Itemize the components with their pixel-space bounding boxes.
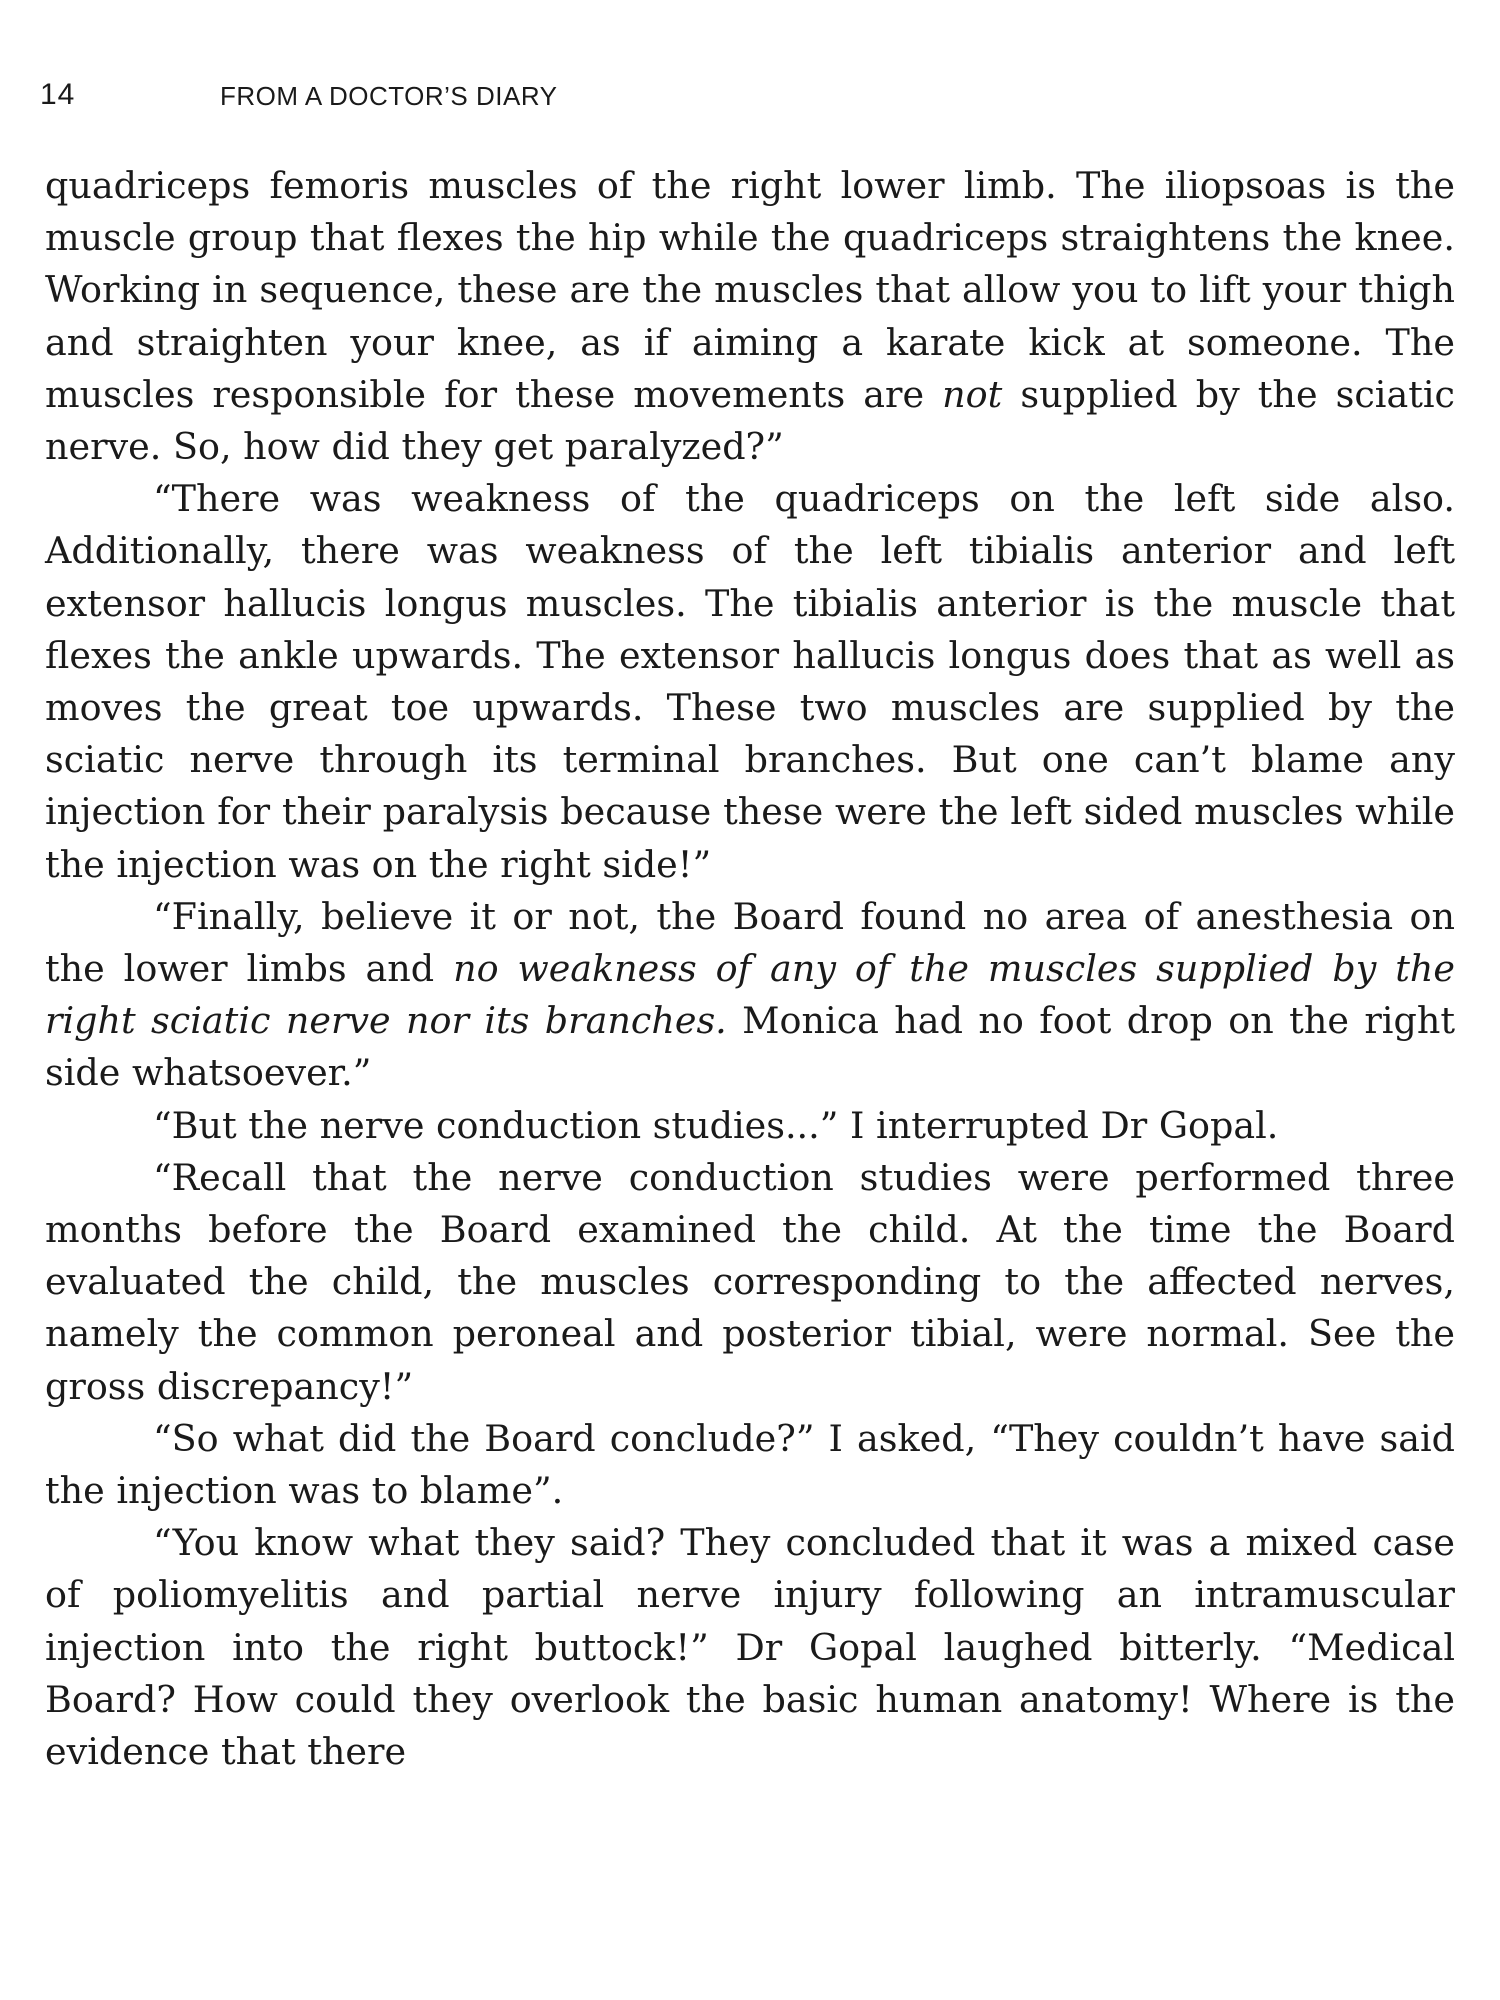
paragraph-text: “Recall that the nerve conduction studies were performed three months before the Board examined the child. At the time the Board evaluated the child, the muscles corresponding to the affected nerves, namely the common peroneal and posterior tibial, were normal. See the gross discrepancy!” — [45, 1155, 1455, 1408]
paragraph-2 — [45, 473, 1455, 891]
paragraph-4 — [45, 1100, 1455, 1152]
paragraph-7 — [45, 1517, 1455, 1778]
book-title: FROM A DOCTOR’S DIARY — [220, 81, 558, 111]
paragraph-text: supplied by the sciatic nerve. So, how did they get paralyzed?” — [45, 372, 1455, 469]
running-head — [40, 78, 1460, 118]
paragraph-text: “So what did the Board conclude?” I asked, “They couldn’t have said the injection was to blame”. — [45, 1416, 1455, 1513]
paragraph-3 — [45, 891, 1455, 1100]
page-number: 14 — [40, 78, 76, 111]
emphasis-text: no weakness of any of the muscles supplied by the right sciatic nerve nor its branches. — [45, 947, 1456, 1043]
paragraph-text: Monica had no foot drop on the right side whatsoever.” — [45, 999, 1455, 1095]
paragraph-text: “You know what they said? They concluded that it was a mixed case of poliomyelitis and partial nerve injury following an intramuscular injection into the right buttock!” Dr Gopal laughed bitterly. “Medical Board? How could they overlook the basic human anatomy! Where is the evidence that there — [45, 1521, 1455, 1774]
paragraph-text: “Finally, believe it or not, the Board found no area of anesthesia on the lower limbs and — [45, 894, 1455, 991]
paragraph-text: “But the nerve conduction studies...” I interrupted Dr Gopal. — [153, 1103, 1279, 1147]
paragraph-5 — [45, 1152, 1455, 1413]
emphasis-text: not — [942, 372, 1003, 416]
paragraph-6 — [45, 1413, 1455, 1517]
paragraph-1 — [45, 160, 1455, 473]
body-text — [45, 160, 1455, 1778]
paragraph-text: quadriceps femoris muscles of the right lower limb. The iliopsoas is the muscle group that flexes the hip while the quadriceps straightens the knee. Working in sequence, these are the muscles that allow you to lift your thigh and straighten your knee, as if aiming a karate kick at someone. The muscles responsible for these movements are — [45, 164, 1455, 416]
paragraph-text: “There was weakness of the quadriceps on the left side also. Additionally, there was weakness of the left tibialis anterior and left extensor hallucis longus muscles. The tibialis anterior is the muscle that flexes the ankle upwards. The extensor hallucis longus does that as well as moves the great toe upwards. These two muscles are supplied by the sciatic nerve through its terminal branches. But one can’t blame any injection for their paralysis because these were the left sided muscles while the injection was on the right side!” — [45, 477, 1455, 886]
